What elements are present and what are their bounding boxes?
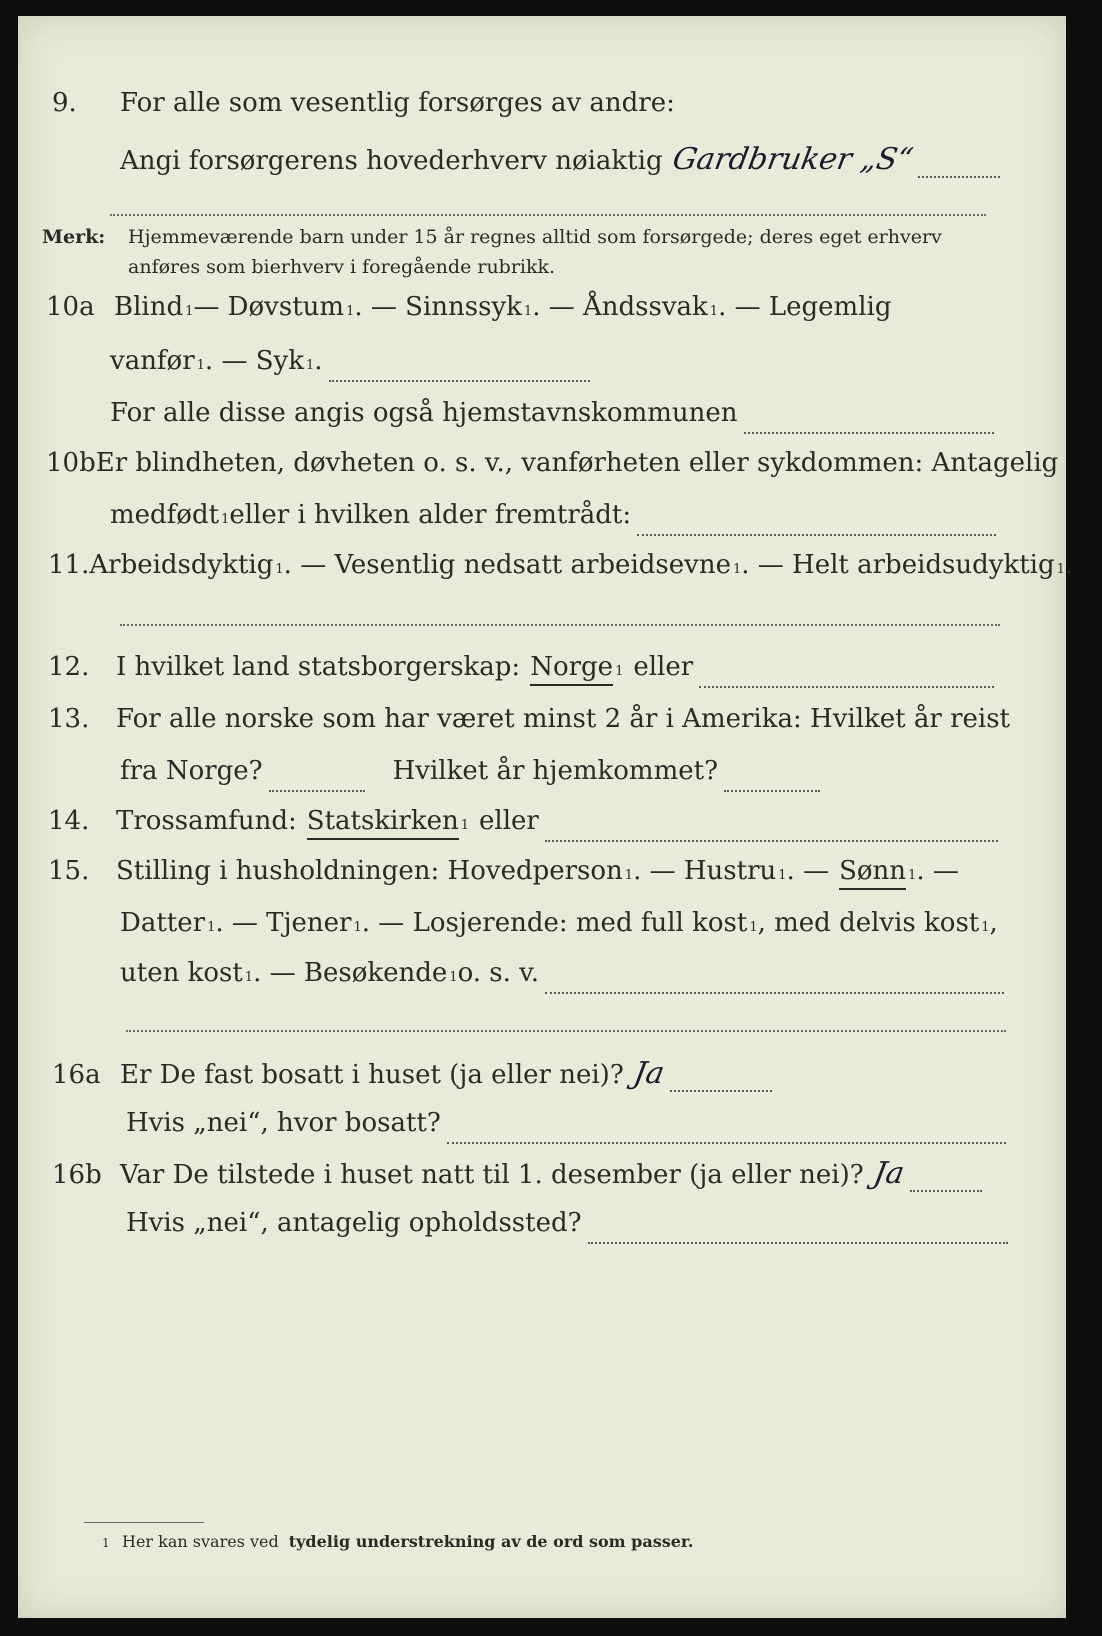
q14-text: Trossamfund: — [116, 806, 297, 836]
q14-answer-line — [545, 840, 998, 842]
q16b-answer-line — [910, 1190, 982, 1192]
q16b-number: 16b — [52, 1160, 102, 1190]
q10a-number: 10a — [46, 292, 95, 322]
q15-option-full-kost[interactable]: . — Losjerende: med full kost — [361, 908, 748, 938]
q10a-line1: 10a Blind 1 — Døvstum 1 . — Sinnssyk 1 . — Åndssvak 1 . — Legemlig — [46, 292, 892, 322]
merk-text-1: Hjemmeværende barn under 15 år regnes alltid som forsørgede; deres eget erhverv — [128, 226, 942, 248]
q15-line3: uten kost 1 . — Besøkende 1 o. s. v. — [120, 958, 1004, 1008]
q10a-option-dovstum[interactable]: — Døvstum — [193, 292, 345, 322]
q16b-hvis-nei-prompt: Hvis „nei“, antagelig opholdssted? — [126, 1208, 582, 1238]
footnote — [102, 1532, 802, 1558]
q16b-hvis-nei-line — [588, 1242, 1008, 1244]
q15-option-uten-kost[interactable]: uten kost — [120, 958, 243, 988]
q15-option-besokende[interactable]: . — Besøkende — [253, 958, 448, 988]
q16b-handwritten-answer[interactable]: Ja — [870, 1156, 907, 1191]
q10b-line1 — [46, 448, 1059, 498]
q10a-answer-line — [329, 380, 590, 382]
q10b-number: 10b — [46, 448, 96, 478]
q10a-option-andssvak[interactable]: . — Åndssvak — [532, 292, 708, 322]
q16a-text: Er De fast bosatt i huset (ja eller nei)? — [120, 1060, 624, 1090]
q13-line1 — [48, 704, 1028, 754]
q13-hjemkommet-prompt: Hvilket år hjemkommet? — [392, 756, 719, 786]
q9-prompt: Angi forsørgerens hovederhverv nøiaktig — [120, 146, 663, 176]
q13-reist-line — [269, 790, 365, 792]
q13-reist-prompt: fra Norge? — [120, 756, 263, 786]
footnote-bold-text: tydelig understrekning av de ord som passer. — [288, 1532, 694, 1551]
q15-answer-line — [545, 992, 1004, 994]
footnote-rule — [84, 1522, 204, 1523]
q15-option-sonn[interactable]: Sønn — [839, 856, 906, 890]
q13-line2 — [120, 756, 820, 806]
merk-line2 — [128, 256, 988, 286]
q10b-option-medfodt[interactable]: medfødt — [110, 500, 220, 530]
q11-number: 11. — [48, 550, 90, 580]
q9-line1 — [52, 88, 992, 138]
q14-eller: eller — [479, 806, 539, 836]
q10a-option-sinnssyk[interactable]: . — Sinnssyk — [354, 292, 522, 322]
q11-option-arbeidsdyktig[interactable]: Arbeidsdyktig — [89, 550, 274, 580]
q14-number: 14. — [48, 806, 90, 836]
merk-line1 — [42, 226, 1002, 256]
q15-line2: Datter 1 . — Tjener 1 . — Losjerende: med full kost 1 , med delvis kost 1 , — [120, 908, 998, 938]
q9-extra-line — [110, 214, 986, 216]
q15-line1: 15. Stilling i husholdningen: Hovedperson 1 . — Hustru 1 . — Sønn 1 . — — [48, 856, 1008, 906]
q14-option-statskirken[interactable]: Statskirken — [307, 806, 459, 840]
merk-text-2: anføres som bierhverv i foregående rubrikk. — [128, 256, 556, 278]
q10b-answer-line — [637, 534, 996, 536]
q16a-handwritten-answer[interactable]: Ja — [630, 1056, 667, 1091]
q10a-hjemstavn-prompt: For alle disse angis også hjemstavnskommunen — [110, 398, 738, 428]
q10a-option-blind[interactable]: Blind — [114, 292, 184, 322]
q10b-text: Er blindheten, døvheten o. s. v., vanførheten eller sykdommen: Antagelig — [95, 448, 1059, 478]
q11-line: 11. Arbeidsdyktig 1 . — Vesentlig nedsatt arbeidsevne 1 . — Helt arbeidsudyktig 1 . — [48, 550, 1074, 580]
q15-option-hustru[interactable]: . — Hustru — [633, 856, 777, 886]
q16b-line1 — [52, 1156, 982, 1206]
q13-number: 13. — [48, 704, 90, 734]
q16a-hvis-nei-prompt: Hvis „nei“, hvor bosatt? — [126, 1108, 441, 1138]
q11-extra-line — [120, 624, 1000, 626]
q12-number: 12. — [48, 652, 90, 682]
q9-answer-line — [918, 176, 1000, 178]
q16a-line1 — [52, 1056, 772, 1106]
q12-line: 12. I hvilket land statsborgerskap: Norge 1 eller — [48, 652, 994, 702]
q16a-line2 — [126, 1108, 1006, 1158]
q15-number: 15. — [48, 856, 90, 886]
q16a-answer-line — [670, 1090, 772, 1092]
census-form-sheet — [18, 16, 1074, 1618]
q10b-prompt: eller i hvilken alder fremtrådt: — [229, 500, 632, 530]
q13-hjemkommet-line — [724, 790, 820, 792]
q10a-line2: vanfør 1 . — Syk 1 . — [110, 346, 590, 396]
q10a-line3 — [110, 398, 994, 448]
footnote-mark: 1 — [102, 1536, 110, 1550]
q16b-line2 — [126, 1208, 1008, 1258]
q13-text: For alle norske som har været minst 2 år i Amerika: Hvilket år reist — [116, 704, 1010, 734]
footnote-text: Her kan svares ved — [122, 1532, 279, 1551]
q14-line: 14. Trossamfund: Statskirken 1 eller — [48, 806, 998, 856]
q12-text: I hvilket land statsborgerskap: — [116, 652, 521, 682]
q10a-option-vanfor[interactable]: vanfør — [110, 346, 195, 376]
q12-answer-line — [699, 686, 994, 688]
q9-line2 — [120, 142, 1000, 192]
q9-text: For alle som vesentlig forsørges av andre: — [120, 88, 675, 118]
q15-option-tjener[interactable]: . — Tjener — [215, 908, 352, 938]
q10a-option-syk[interactable]: . — Syk — [204, 346, 304, 376]
q16b-text: Var De tilstede i huset natt til 1. desember (ja eller nei)? — [120, 1160, 864, 1190]
q10a-hjemstavn-line — [744, 432, 994, 434]
q12-option-norge[interactable]: Norge — [530, 652, 613, 686]
q16a-hvis-nei-line — [447, 1142, 1006, 1144]
q15-option-delvis-kost[interactable]: , med delvis kost — [757, 908, 980, 938]
merk-label: Merk: — [42, 226, 106, 248]
q10b-line2: medfødt 1 eller i hvilken alder fremtrådt: — [110, 500, 996, 550]
q12-eller: eller — [633, 652, 694, 682]
q9-handwritten-answer[interactable]: Gardbruker „S“ — [669, 142, 916, 177]
q15-extra-line — [126, 1030, 1006, 1032]
q15-option-datter[interactable]: Datter — [120, 908, 206, 938]
q11-option-udyktig[interactable]: . — Helt arbeidsudyktig — [741, 550, 1055, 580]
q11-option-nedsatt[interactable]: . — Vesentlig nedsatt arbeidsevne — [283, 550, 731, 580]
q9-number: 9. — [52, 88, 77, 118]
q16a-number: 16a — [52, 1060, 101, 1090]
q15-option-hovedperson[interactable]: Stilling i husholdningen: Hovedperson — [116, 856, 623, 886]
q10a-option-legemlig[interactable]: . — Legemlig — [718, 292, 892, 322]
